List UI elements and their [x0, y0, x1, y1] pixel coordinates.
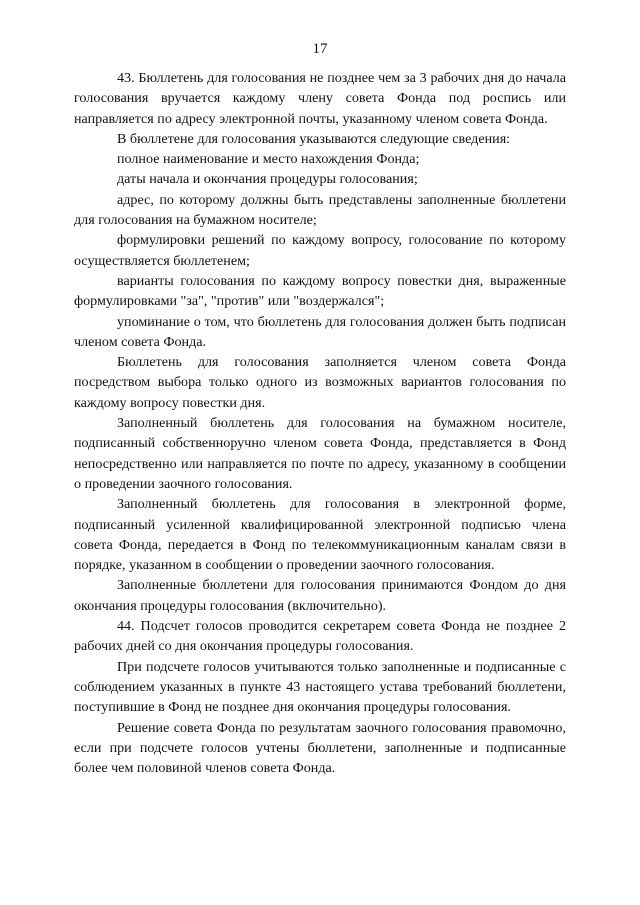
paragraph-ballot-contents-intro: В бюллетене для голосования указываются следующие сведения:: [117, 130, 511, 147]
paragraph-decision-validity: Решение совета Фонда по результатам заочного голосования правомочно, если при подсчете голосов учтены бюллетени, заполненные и подписанные более чем половиной членов совета Фонда.: [74, 719, 566, 777]
paragraph-44-vote-count: 44. Подсчет голосов проводится секретарем совета Фонда не позднее 2 рабочих дней со дня окончания процедуры голосования.: [74, 618, 566, 655]
list-item-decision-wording: формулировки решений по каждому вопросу, голосование по которому осуществляется бюллетенем;: [74, 232, 566, 269]
list-item-return-address: адрес, по которому должны быть представлены заполненные бюллетени для голосования на бумажном носителе;: [74, 191, 566, 229]
paragraph-paper-ballot: Заполненный бюллетень для голосования на бумажном носителе, подписанный собственноручно членом совета Фонда, представляется в Фонд непосредственно или направляется по почте по адресу, указанному в сообщении о проведении заочного голосования.: [74, 415, 566, 492]
list-item-signature-note: упоминание о том, что бюллетень для голосования должен быть подписан членом совета Фонда.: [74, 313, 566, 350]
paragraph-counted-ballots: При подсчете голосов учитываются только заполненные и подписанные с соблюдением указанных в пункте 43 настоящего устава требований бюллетени, поступившие в Фонд не позднее дня окончания процедуры голосования.: [74, 658, 566, 716]
page-number: 17: [312, 41, 328, 57]
document-body: [74, 68, 566, 778]
list-item-fund-name: полное наименование и место нахождения Фонда;: [117, 151, 420, 168]
paragraph-ballot-filling: Бюллетень для голосования заполняется членом совета Фонда посредством выбора только одного из возможных вариантов голосования по каждому вопросу повестки дня.: [74, 354, 566, 411]
paragraph-electronic-ballot: Заполненный бюллетень для голосования в электронной форме, подписанный усиленной квалифицированной электронной подписью члена совета Фонда, передается в Фонд по телекоммуникационным каналам связи в порядке, указанном в сообщении о проведении заочного голосования.: [74, 496, 566, 574]
paragraph-43-ballot-delivery: 43. Бюллетень для голосования не позднее чем за 3 рабочих дня до начала голосования вручается каждому члену совета Фонда под роспись или направляется по адресу электронной почты, указанному членом совета Фонда.: [74, 70, 566, 127]
list-item-voting-dates: даты начала и окончания процедуры голосования;: [117, 171, 418, 188]
list-item-voting-options: варианты голосования по каждому вопросу повестки дня, выраженные формулировками "за", "против" или "воздержался";: [74, 272, 566, 310]
paragraph-ballot-acceptance: Заполненные бюллетени для голосования принимаются Фондом до дня окончания процедуры голосования (включительно).: [74, 577, 566, 614]
